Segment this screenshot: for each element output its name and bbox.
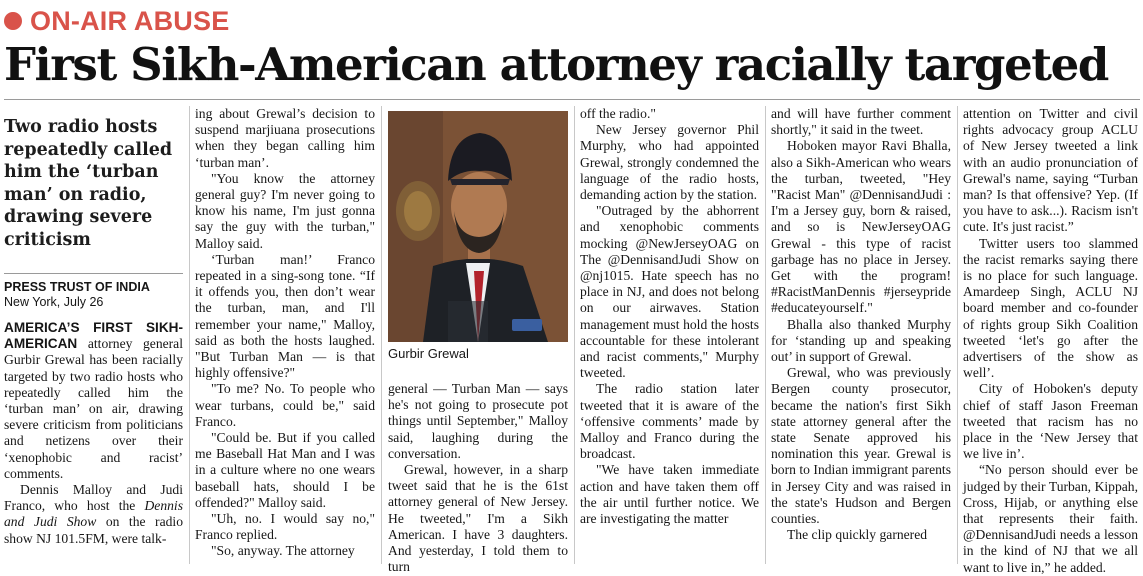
column-divider	[381, 106, 382, 564]
portrait-illustration	[388, 111, 568, 342]
byline-rule	[4, 273, 183, 274]
body-paragraph: “No person should ever be judged by their Turban, Kippah, Cross, Hijab, or anything else that represents their faith. @DennisandJudi needs a lesson in the kind of NJ that we all want to live in,” he added.	[963, 462, 1138, 575]
body-paragraph: Twitter users too slammed the racist remarks saying there is no place for such language. Amardeep Singh, ACLU NJ board member and co-founder of rights group Sikh Coalition tweeted ‘let's go after the advertisers of the show as well’.	[963, 235, 1138, 381]
body-paragraph: ‘Turban man!’ Franco repeated in a sing-song tone. “If it offends you, then don’t wear the turban, man, and I'll remember your name," Malloy, said as both the hosts laughed. "But Turban Man — is that highly offensive?"	[195, 251, 375, 381]
body-paragraph: "So, anyway. The attorney	[211, 543, 355, 559]
body-paragraph: general — Turban Man — says he's not going to prosecute pot things until September," Malloy said, laughing during the conversation.	[388, 381, 568, 461]
body-paragraph: "Could be. But if you called me Baseball Hat Man and I was in a culture where no one wears baseball hats, should I be offended?" Malloy said.	[195, 430, 375, 510]
body-paragraph: New Jersey governor Phil Murphy, who had appointed Grewal, strongly condemned the language of the radio hosts, demanding action by the station.	[580, 122, 759, 203]
column-divider	[189, 106, 190, 564]
dateline: New York, July 26	[4, 295, 104, 309]
body-paragraph: "Uh, no. I would say no," Franco replied.	[195, 511, 375, 543]
body-paragraph: AMERICA’S FIRST SIKH-AMERICAN attorney general Gurbir Grewal has been racially targeted by two radio hosts who repeatedly called him the ‘turban man’ on air, drawing severe criticism from politicians and netizens over their ‘xenophobic and racist’ comments.	[4, 320, 183, 481]
section-kicker	[4, 4, 229, 38]
body-paragraph: City of Hoboken's deputy chief of staff Jason Freeman tweeted that racism has no place in the ‘New Jersey that we live in’.	[963, 381, 1138, 462]
body-paragraph: "You know the attorney general guy? I'm never going to know his name, I'm just gonna say the guy with the turban," Malloy said.	[195, 170, 375, 251]
headline-rule	[4, 99, 1140, 100]
article-column-3	[388, 381, 568, 575]
body-paragraph: "To me? No. To people who wear turbans, could be," said Franco.	[195, 381, 375, 429]
body-paragraph: Dennis Malloy and Judi Franco, who host the Dennis and Judi Show on the radio show NJ 101.5FM, were talk-	[4, 482, 183, 546]
body-paragraph: "We have taken immediate action and have taken them off the air until further notice. We are investigating the matter	[580, 462, 759, 527]
column-divider	[957, 106, 958, 564]
article-column-1	[4, 106, 183, 566]
body-paragraph: The radio station later tweeted that it is aware of the ‘offensive comments’ made by Malloy and Franco during the broadcast.	[580, 381, 759, 462]
column-divider	[765, 106, 766, 564]
article-column-6	[963, 106, 1138, 575]
column-divider	[574, 106, 575, 564]
body-paragraph: off the radio."	[580, 106, 656, 121]
body-paragraph: The clip quickly garnered	[787, 527, 928, 543]
article-deck: Two radio hosts repeatedly called him the ‘turban man’ on radio, drawing severe criticism	[4, 117, 173, 250]
body-paragraph: attention on Twitter and civil rights advocacy group ACLU of New Jersey tweeted a link with an audio pronunciation of Grewal's name, saying “Turban man? Is that offensive? Yep. (If you have to ask...). Racism isn't cute. It's just racist.”	[963, 106, 1138, 235]
body-paragraph: ing about Grewal’s decision to suspend marjiuana prosecutions when they began calling him ‘turban man’.	[195, 106, 375, 170]
lead-in: AMERICA’S FIRST SIKH-AMERICAN	[4, 320, 183, 352]
article-column-4	[580, 106, 759, 566]
body-paragraph: Bhalla also thanked Murphy for ‘standing up and speaking out’ in support of Grewal.	[771, 316, 951, 365]
show-name: Dennis and Judi Show	[4, 498, 183, 530]
body-paragraph: "Outraged by the abhorrent and xenophobic comments mocking @NewJerseyOAG on The @DennisandJudi Show on @nj1015. Hate speech has no place in NJ, and does not belong on our airwaves. Station management must hold the hosts accountable for these intolerant and racist comments," Murphy tweeted.	[580, 203, 759, 381]
body-paragraph: Grewal, however, in a sharp tweet said that he is the 61st attorney general of New Jersey. He tweeted," I'm a Sikh American. I have 3 daughters. And yesterday, I told them to turn	[388, 462, 568, 575]
article-column-5	[771, 106, 951, 566]
body-paragraph: and will have further comment shortly," it said in the tweet.	[771, 106, 951, 138]
news-agency: PRESS TRUST OF INDIA	[4, 280, 150, 294]
article-column-2	[195, 106, 375, 566]
photo-caption: Gurbir Grewal	[388, 346, 469, 361]
headline: First Sikh-American attorney racially targeted	[4, 38, 1108, 91]
grewal-photo	[388, 111, 568, 342]
kicker-label: ON-AIR ABUSE	[30, 5, 230, 36]
body-paragraph: Grewal, who was previously Bergen county prosecutor, became the nation's first Sikh state attorney general after the state Senate approved his nomination this year. Grewal is born to Indian immigrant parents in Jersey City and was raised in the state's Hudson and Bergen counties.	[771, 365, 951, 527]
kicker-bullet-icon	[4, 12, 22, 30]
body-paragraph: Hoboken mayor Ravi Bhalla, also a Sikh-American who wears the turban, tweeted, "Hey "Racist Man" @DennisandJudi : I'm a Jersey guy, born & raised, and so is NewJerseyOAG Grewal - this type of racist garbage has no place in Jersey. Get with the program! #RacistManDennis #jerseypride #educateyourself."	[771, 138, 951, 316]
